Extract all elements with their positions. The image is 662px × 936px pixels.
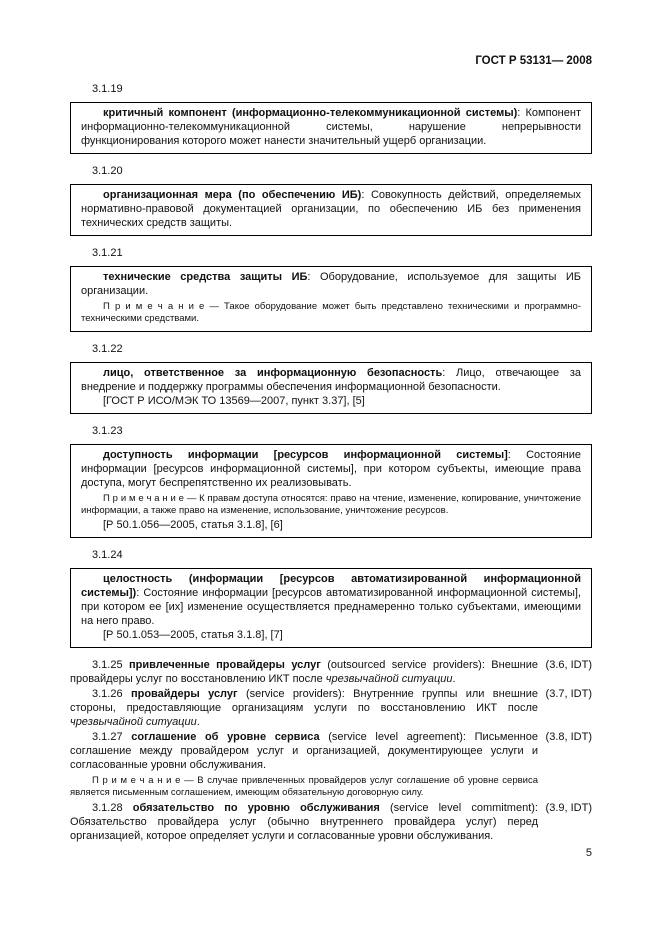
term-paragraph [70, 730, 538, 772]
term-definition: (service providers): Внутренние группы или внешние стороны, предоставляющие организациям услуги по восстановлению ИКТ после [70, 688, 538, 714]
term-label: критичный компонент (информационно-телекоммуникационной системы) [103, 107, 518, 119]
term-definition: (service level agreement): Письменное соглашение между провайдером услуг и организацией, документирующее услуги и согласованные уровни обслуживания. [70, 731, 538, 771]
inline-terms-block [70, 658, 592, 843]
idt-reference: (3.6, IDT) [545, 659, 592, 671]
term-definition: (outsourced service providers): Внешние провайдеры услуг по восстановлению ИКТ после [70, 659, 538, 685]
clause-number: 3.1.20 [92, 165, 123, 177]
definition-box [70, 568, 592, 648]
source-reference: [Р 50.1.053—2005, статья 3.1.8], [7] [103, 629, 283, 641]
definition-box [70, 184, 592, 236]
definition-paragraph [81, 572, 581, 628]
term-label: провайдеры услуг [130, 688, 238, 700]
definition-text: : Лицо, отвечающее за внедрение и поддержку программы обеспечения информационной безопасности. [81, 367, 581, 393]
term-number: 3.1.28 [92, 802, 123, 814]
term-number: 3.1.25 [92, 659, 123, 671]
term-entry-text [70, 687, 538, 729]
term-number: 3.1.27 [92, 731, 123, 743]
term-label: доступность информации [ресурсов информационной системы] [103, 449, 508, 461]
term-label: привлеченные провайдеры услуг [129, 659, 321, 671]
definition-box [70, 444, 592, 538]
term-entry [70, 801, 592, 843]
term-definition-italic: чрезвычайной ситуации [70, 716, 197, 728]
definition-paragraph [81, 366, 581, 394]
definition-box [70, 362, 592, 414]
term-entry [70, 730, 592, 800]
definition-paragraph [81, 448, 581, 490]
term-label: целостность (информации [ресурсов автоматизированной информационной системы]) [81, 573, 581, 599]
definition-text: : Состояние информации [ресурсов автоматизированной информационной системы], при котором ее [их] изменение осуществляется преднамеренно только субъектами, имеющими на него право. [81, 587, 581, 627]
definition-text: : Состояние информации [ресурсов информационной системы], при котором субъекты, имеющие права доступа, могут беспрепятственно их реализовывать. [81, 449, 581, 489]
term-paragraph [70, 658, 538, 686]
note-text: П р и м е ч а н и е — К правам доступа относятся: право на чтение, изменение, копирование, уничтожение информации, а также право на изменение, использование, уничтожение ресурсов. [81, 493, 581, 516]
term-label: технические средства защиты ИБ [103, 271, 308, 283]
clause-number: 3.1.21 [92, 247, 123, 259]
definition-text: : Оборудование, используемое для защиты ИБ организации. [81, 271, 582, 297]
idt-reference: (3.9, IDT) [545, 802, 592, 814]
term-number: 3.1.26 [92, 688, 123, 700]
clause-number: 3.1.19 [92, 83, 123, 95]
clause-number: 3.1.23 [92, 425, 123, 437]
definition-paragraph [81, 270, 581, 298]
term-entry-text [70, 658, 538, 686]
definition-text: : Совокупность действий, определяемых нормативно-правовой документацией организации, по обеспечению ИБ без применения технических средств защиты. [81, 189, 581, 229]
page-number: 5 [585, 847, 592, 859]
definition-text: : Компонент информационно-телекоммуникационной системы, нарушение непрерывности функционирования которого может нанести значительный ущерб организации. [81, 107, 581, 147]
term-label: соглашение об уровне сервиса [131, 731, 320, 743]
source-reference: [ГОСТ Р ИСО/МЭК ТО 13569—2007, пункт 3.37], [5] [103, 395, 365, 407]
term-entry-text [70, 801, 538, 843]
definition-box [70, 266, 592, 332]
source-reference: [Р 50.1.056—2005, статья 3.1.8], [6] [103, 519, 283, 531]
term-paragraph [70, 801, 538, 843]
term-definition: (service level commitment): Обязательство провайдера услуг (обычно внутреннего провайдера услуг) перед организацией, которое определяет услуги и согласованные уровни обслуживания. [70, 802, 538, 842]
definition-box [70, 102, 592, 154]
clause-number: 3.1.22 [92, 343, 123, 355]
idt-reference: (3.7, IDT) [545, 688, 592, 700]
term-label: лицо, ответственное за информационную безопасность [103, 367, 443, 379]
term-label: обязательство по уровню обслуживания [132, 802, 380, 814]
note-text: П р и м е ч а н и е — В случае привлеченных провайдеров услуг соглашение об уровне сервиса является письменным соглашением, имеющим обязательную договорную силу. [70, 775, 538, 798]
clause-number: 3.1.24 [92, 549, 123, 561]
idt-reference: (3.8, IDT) [545, 731, 592, 743]
doc-code-header: ГОСТ Р 53131— 2008 [475, 55, 592, 67]
term-definition-end: . [452, 673, 456, 685]
term-definition-italic: чрезвычайной ситуации [325, 673, 453, 685]
term-label: организационная мера (по обеспечению ИБ) [103, 189, 362, 201]
definition-paragraph [81, 106, 581, 148]
definition-paragraph [81, 188, 581, 230]
term-entry [70, 687, 592, 729]
term-paragraph [70, 687, 538, 729]
note-text: П р и м е ч а н и е — Такое оборудование может быть представлено техническими и программно-техническими средствами. [81, 301, 581, 324]
term-definition-end: . [196, 716, 200, 728]
term-entry-text [70, 730, 538, 800]
term-entry [70, 658, 592, 686]
